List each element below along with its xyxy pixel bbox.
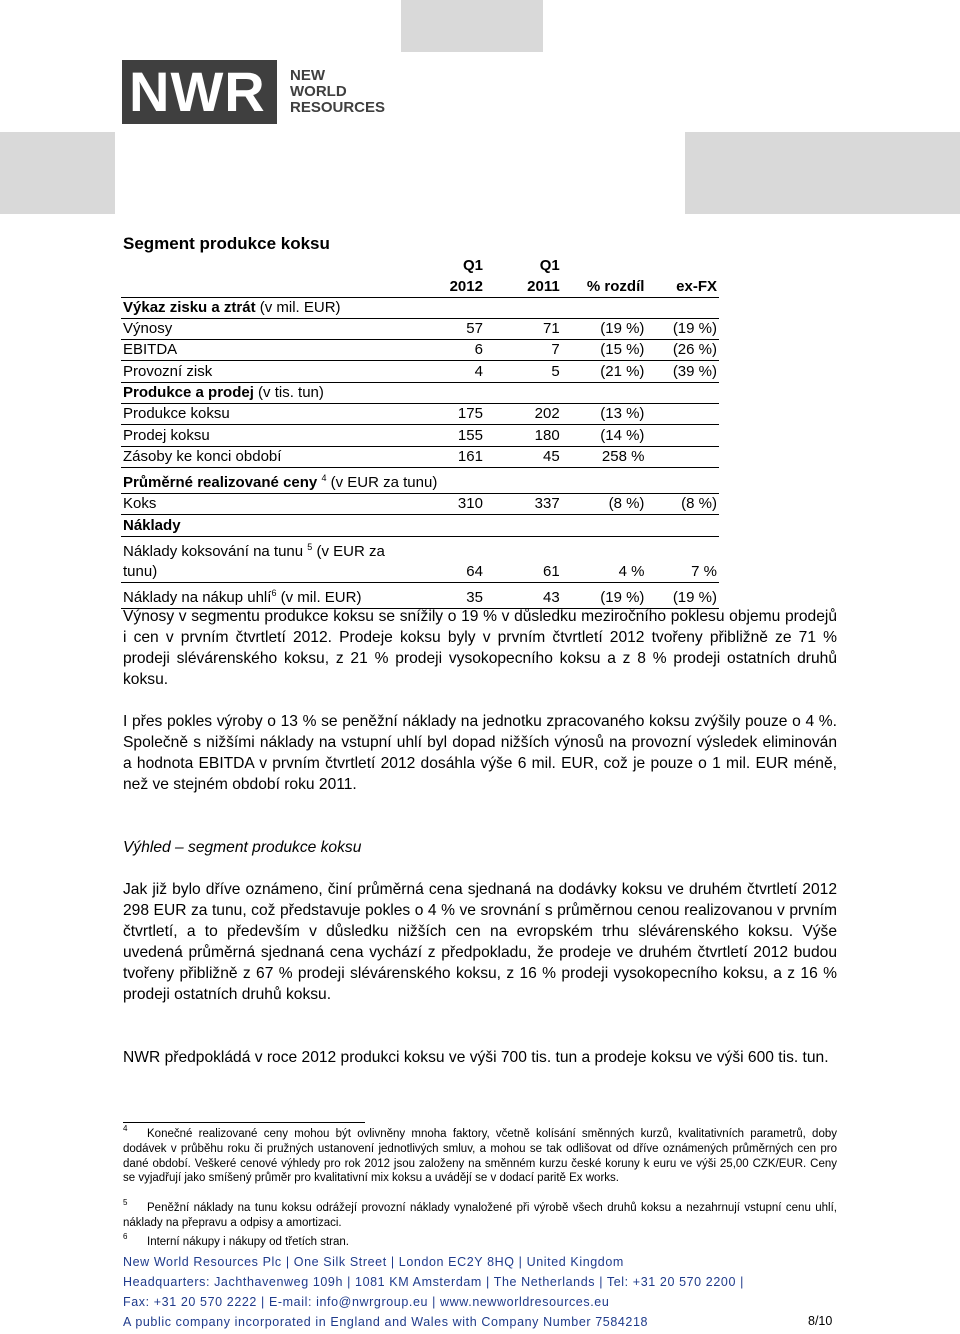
row-label: Náklady na nákup uhlí — [123, 588, 272, 606]
cell-diff: (8 %) — [562, 493, 647, 514]
footer-contact: Fax: +31 20 570 2222 | E-mail: info@nwrgroup.eu | www.newworldresources.eu — [123, 1295, 610, 1309]
cell-diff: (14 %) — [562, 425, 647, 446]
footnote-number: 5 — [123, 1198, 128, 1207]
table-row — [121, 297, 719, 318]
paragraph-costs: I přes pokles výroby o 13 % se peněžní náklady na jednotku zpracovaného koksu zvýšily pouze o 4 %. Společně s nižšími náklady na vstupní uhlí byl dopad nižších výnosů na provozní výsledek eliminován a hodnota EBITDA v prvním čtvrtletí 2012 dosáhla výše 6 mil. EUR, což je pouze o 1 mil. EUR méně, než ve stejném období roku 2011. — [123, 713, 837, 793]
header-exfx: ex-FX — [646, 276, 719, 297]
financial-table — [121, 256, 719, 609]
table-row — [121, 382, 719, 403]
header-q1-2011-line2: 2011 — [485, 276, 562, 297]
table-row — [121, 425, 719, 446]
footer-company-number: A public company incorporated in England and Wales with Company Number 7584218 — [123, 1315, 649, 1329]
cell-exfx — [646, 404, 719, 425]
cell-q1-2012: 64 — [430, 562, 485, 583]
footnote-6 — [123, 1232, 837, 1250]
table-row — [121, 467, 719, 493]
table-row — [121, 404, 719, 425]
table-row — [121, 562, 719, 583]
logo-line-world: WORLD — [290, 83, 347, 100]
table-row — [121, 582, 719, 608]
table-row — [121, 493, 719, 514]
cell-q1-2011: 45 — [485, 446, 562, 467]
footnote-ref-6: 6 — [271, 587, 277, 598]
logo-mark — [122, 60, 277, 124]
footnote-text: Interní nákupy i nákupy od třetích stran. — [147, 1236, 350, 1248]
cell-exfx — [646, 446, 719, 467]
footnote-number: 4 — [123, 1124, 128, 1133]
cell-q1-2012: 35 — [430, 582, 485, 608]
cell-exfx: (39 %) — [646, 361, 719, 382]
header-block-left — [0, 132, 115, 214]
row-label: Produkce a prodej — [123, 384, 254, 402]
cell-q1-2011: 180 — [485, 425, 562, 446]
cell-diff: 4 % — [562, 562, 647, 583]
table-row — [121, 536, 719, 562]
logo-line-resources: RESOURCES — [290, 99, 386, 116]
cell-exfx: 7 % — [646, 562, 719, 583]
cell-q1-2012: 310 — [430, 493, 485, 514]
footnote-4 — [123, 1124, 837, 1186]
cell-exfx: (19 %) — [646, 582, 719, 608]
cell-exfx: (8 %) — [646, 493, 719, 514]
cell-diff: (19 %) — [562, 582, 647, 608]
footnote-ref-4: 4 — [321, 472, 327, 483]
footnote-text: Peněžní náklady na tunu koksu odrážejí provozní náklady vynaložené při výrobě všech druhů koksu a nezahrnují vstupní cenu uhlí, náklady na přepravu a odpisy a amortizaci. — [123, 1202, 837, 1229]
row-label-suffix: (v EUR za tunu) — [326, 473, 438, 491]
footnote-separator — [123, 1122, 365, 1123]
outlook-heading: Výhled – segment produkce koksu — [123, 839, 362, 856]
footnote-text: Konečné realizované ceny mohou být ovlivněny mnoha faktory, včetně kolísání směnných kurzů, kvalitativních parametrů, doby dodávek v průběhu roku či pružných ustanovení jednotlivých smluv, a mohou se tak odlišovat od dříve oznámených průměrných cen pro dané období. Veškeré cenové výhledy pro rok 2012 jsou založeny na směnném kurzu české koruny k euru ve výši 25,00 CZK/EUR. Ceny se vyjadřují jako smíšený průměr pro kvalitativní mix koksu a uvádějí se v dodací paritě Ex works. — [123, 1128, 837, 1185]
cell-diff: (13 %) — [562, 404, 647, 425]
row-label: Průměrné realizované ceny — [123, 473, 318, 491]
paragraph-revenue: Výnosy v segmentu produkce koksu se snížily o 19 % v důsledku meziročního poklesu objemu prodejů i cen v prvním čtvrtletí 2012. Prodeje koksu byly v prvním čtvrtletí 2012 tvořeny přibližně ze 71 % prodeji slévárenského koksu, z 21 % prodeji vysokopecního koksu a z 8 % prodeji ostatních druhů koksu. — [123, 608, 837, 688]
cell-q1-2012: 57 — [430, 318, 485, 339]
cell-exfx — [646, 425, 719, 446]
cell-diff: (21 %) — [562, 361, 647, 382]
header-q1-2011-line1: Q1 — [539, 257, 560, 275]
row-label-suffix: (v mil. EUR) — [255, 298, 341, 316]
header-q1-2012-line1: Q1 — [462, 257, 483, 275]
cell-q1-2011: 7 — [485, 340, 562, 361]
row-label: Koks — [121, 493, 430, 514]
cell-q1-2011: 43 — [485, 582, 562, 608]
logo-line-new: NEW — [290, 67, 325, 84]
nwr-logo — [122, 60, 398, 124]
cell-q1-2011: 61 — [485, 562, 562, 583]
cell-exfx: (26 %) — [646, 340, 719, 361]
header-q1-2012-line2: 2012 — [430, 276, 485, 297]
row-label: Výnosy — [121, 318, 430, 339]
cell-q1-2012: 175 — [430, 404, 485, 425]
row-label: Provozní zisk — [121, 361, 430, 382]
footnote-number: 6 — [123, 1232, 128, 1241]
page-number: 8/10 — [808, 1314, 833, 1328]
cell-diff: (19 %) — [562, 318, 647, 339]
row-label: Prodej koksu — [121, 425, 430, 446]
logo-wordmark — [290, 68, 385, 116]
table-row — [121, 318, 719, 339]
cell-q1-2012: 155 — [430, 425, 485, 446]
footer-address: New World Resources Plc | One Silk Street | London EC2Y 8HQ | United Kingdom — [123, 1255, 624, 1269]
cell-q1-2011: 71 — [485, 318, 562, 339]
row-label: tunu) — [121, 562, 430, 583]
cell-diff: 258 % — [562, 446, 647, 467]
header-block-right — [685, 132, 960, 214]
cell-q1-2012: 6 — [430, 340, 485, 361]
row-label-suffix: (v tis. tun) — [253, 384, 324, 402]
cell-q1-2011: 202 — [485, 404, 562, 425]
header-diff: % rozdíl — [562, 276, 647, 297]
cell-q1-2011: 337 — [485, 493, 562, 514]
footnote-ref-5: 5 — [307, 541, 313, 552]
section-title: Segment produkce koksu — [123, 234, 330, 253]
cell-q1-2012: 161 — [430, 446, 485, 467]
table-row — [121, 340, 719, 361]
paragraph-outlook: Jak již bylo dříve oznámeno, činí průměrná cena sjednaná na dodávky koksu ve druhém čtvrtletí 2012 298 EUR za tunu, což představuje pokles o 4 % ve srovnání s průměrnou cenou realizovanou v prvním čtvrtletí, a to především v důsledku nižších cen na evropském trhu slévárenského koksu. Výše uvedená průměrná sjednaná cena vychází z předpokladu, že prodeje ve druhém čtvrtletí 2012 budou tvořeny přibližně z 67 % prodeji slévárenského koksu, z 16 % prodeji vysokopecního koksu, a z 16 % prodeji ostatních druhů koksu. — [123, 881, 837, 1003]
row-label: Produkce koksu — [121, 404, 430, 425]
cell-diff: (15 %) — [562, 340, 647, 361]
row-label-suffix: (v mil. EUR) — [276, 588, 362, 606]
table-row — [121, 446, 719, 467]
paragraph-forecast: NWR předpokládá v roce 2012 produkci koksu ve výši 700 tis. tun a prodeje koksu ve výši 600 tis. tun. — [123, 1049, 829, 1066]
table-header-row-2 — [121, 276, 719, 297]
cell-q1-2012: 4 — [430, 361, 485, 382]
footer-headquarters: Headquarters: Jachthavenweg 109h | 1081 KM Amsterdam | The Netherlands | Tel: +31 20 570 2200 | — [123, 1275, 744, 1289]
row-label: EBITDA — [121, 340, 430, 361]
logo-letters: NWR — [129, 60, 266, 123]
table-row — [121, 361, 719, 382]
row-label-suffix: (v EUR za — [312, 542, 385, 560]
header-block-top — [401, 0, 543, 52]
cell-q1-2011: 5 — [485, 361, 562, 382]
row-label: Výkaz zisku a ztrát — [123, 298, 256, 316]
cell-exfx: (19 %) — [646, 318, 719, 339]
table-row — [121, 515, 719, 536]
row-label: Zásoby ke konci období — [121, 446, 430, 467]
row-label: Náklady — [123, 516, 181, 534]
table-header-row-1 — [121, 256, 719, 276]
footnote-5 — [123, 1198, 837, 1231]
row-label: Náklady koksování na tunu — [123, 542, 304, 560]
